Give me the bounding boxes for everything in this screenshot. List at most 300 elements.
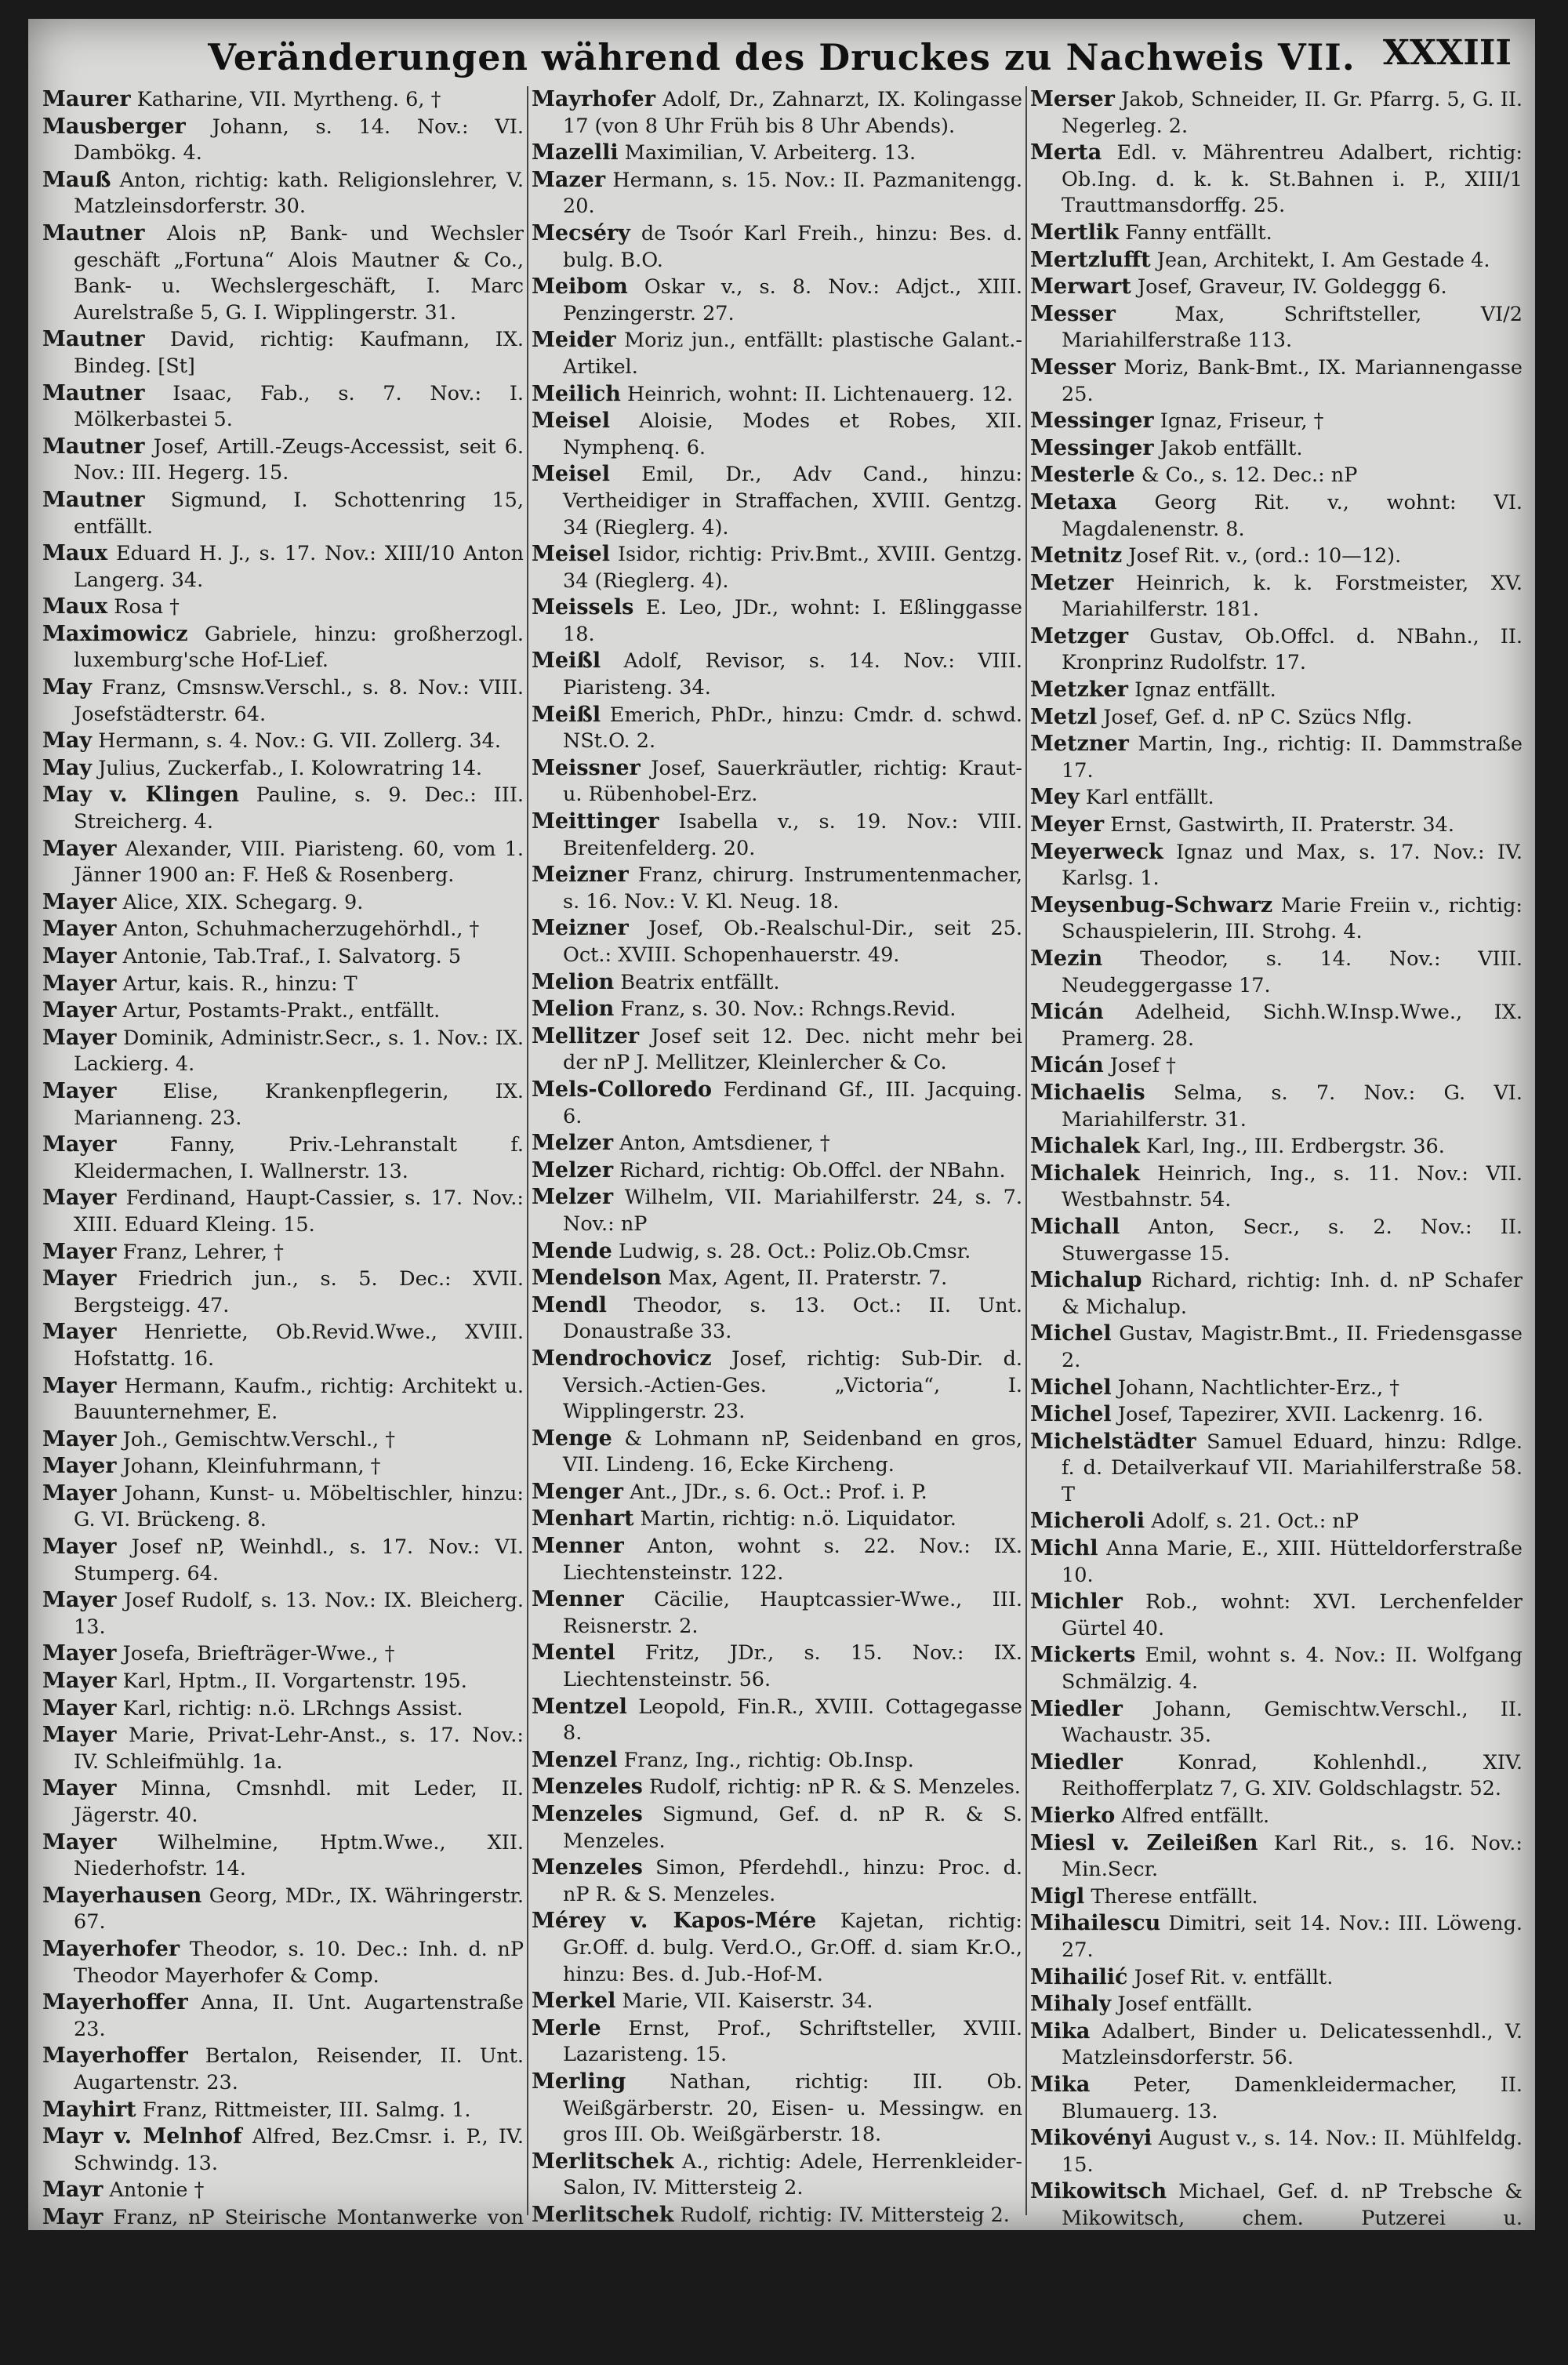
entry-details: Fritz, JDr., s. 15. Nov.: IX. Liechtensteinstr. 56. (563, 1641, 1022, 1692)
entry-details: Ignaz entfällt. (1134, 678, 1276, 703)
entry-surname: Meider (532, 328, 616, 353)
entry-surname: Mayer (42, 1723, 117, 1748)
directory-entry (1030, 1375, 1523, 1402)
directory-entry (1030, 570, 1523, 623)
entry-details: Sigmund, I. Schottenring 15, entfällt. (74, 488, 524, 539)
entry-surname: Mendelson (532, 1266, 662, 1291)
entry-surname: Mayr v. Melnhof (42, 2124, 242, 2149)
entry-surname: Mazer (532, 167, 606, 192)
entry-surname: Mentel (532, 1640, 615, 1666)
directory-entry (42, 621, 524, 674)
entry-surname: Mika (1030, 2072, 1091, 2097)
directory-entry (532, 2229, 1022, 2283)
directory-entry (532, 1426, 1022, 1479)
entry-surname: Mayer (42, 1078, 117, 1103)
entry-details: Pauline, s. 9. Dec.: III. Streicherg. 4. (74, 783, 524, 834)
entry-details: A., richtig: Adele, Herrenkleider-Salon, IV. Mittersteig 2. (563, 2149, 1022, 2200)
directory-entry (532, 1184, 1022, 1237)
entry-surname: Michel (1030, 1402, 1112, 1427)
entry-surname: Mentzel (532, 1694, 627, 1719)
directory-entry (1030, 812, 1523, 839)
entry-details: Martin, richtig: n.ö. Liquidator. (640, 1507, 956, 1531)
entry-surname: Mayer (42, 1480, 117, 1506)
directory-entry (532, 327, 1022, 380)
entry-surname: Micheroli (1030, 1509, 1145, 1534)
entry-surname: Mautner (42, 434, 145, 459)
entry-details: Alexander, VIII. Piaristeng. 60, vom 1. Jänner 1900 an: F. Heß & Rosenberg. (74, 837, 524, 888)
directory-entry (42, 540, 524, 594)
entry-surname: Merle (532, 2015, 601, 2040)
entry-details: Franz, Rittmeister, III. Salmg. 1. (142, 2098, 471, 2122)
page-title: Veränderungen während des Druckes zu Nachweis VII. (208, 36, 1356, 78)
entry-details: Rudolf, richtig: IV. Mittersteig 2. (680, 2203, 1010, 2227)
directory-entry (1030, 86, 1523, 140)
entry-details: & Co., s. 12. Dec.: nP (1141, 463, 1358, 488)
entry-details: Alfred entfällt. (1121, 1804, 1270, 1828)
directory-entry (42, 2285, 524, 2338)
entry-details: Fanny entfällt. (1125, 220, 1272, 245)
entry-surname: Merkel (532, 1989, 616, 2014)
directory-entry (42, 971, 524, 998)
entry-surname: Mayer (42, 1373, 117, 1398)
entry-surname: May (42, 675, 93, 700)
entry-details: Therese entfällt. (1091, 1884, 1258, 1909)
entry-surname: Menger (532, 1479, 623, 1504)
entry-details: Franz, Ing., richtig: Ob.Insp. (623, 1748, 914, 1772)
entry-details: Cäcilie, Hauptcassier-Wwe., III. Reisnerstr. 2. (563, 1588, 1022, 1638)
entry-surname: Meisel (532, 542, 610, 567)
entry-surname: Mayer (42, 1776, 117, 1801)
directory-entry (1030, 1964, 1523, 1992)
entry-details: Josef, Ob.-Realschul-Dir., seit 25. Oct.: XVIII. Schopenhauerstr. 49. (563, 917, 1022, 967)
entry-surname: Mellitzer (532, 1023, 640, 1048)
entry-surname: Menge (532, 1426, 612, 1451)
entry-surname: Metnitz (1030, 543, 1123, 569)
directory-entry (1030, 704, 1523, 732)
entry-surname: Merser (1030, 87, 1115, 111)
entry-details: Sigmund, Gef. d. nP R. & S. Menzeles. (563, 1803, 1022, 1853)
entry-surname: Meyer (1030, 812, 1105, 837)
directory-entry (532, 862, 1022, 915)
directory-entry (532, 86, 1022, 140)
entry-surname: Meyerweck (1030, 839, 1163, 864)
entry-details: Ignaz, Friseur, † (1160, 409, 1324, 434)
directory-entry (1030, 408, 1523, 435)
entry-surname: Mautner (42, 380, 145, 405)
entry-surname: Mausberger (42, 114, 186, 139)
directory-entry (1030, 220, 1523, 247)
directory-entry (42, 380, 524, 434)
directory-entry (42, 1453, 524, 1480)
entry-surname: May (42, 728, 93, 754)
directory-entry (42, 594, 524, 621)
entry-details: Rosa † (114, 595, 180, 619)
entry-surname: Mayer (42, 1239, 117, 1264)
entry-surname: Mezin (1030, 946, 1103, 971)
entry-surname: Mayerhausen (42, 1883, 202, 1908)
entry-details: Selma, s. 7. Nov.: G. VI. Mariahilferstr. 31. (1062, 1081, 1523, 1132)
directory-entry (532, 969, 1022, 997)
entry-surname: Mayrhofer (532, 87, 655, 111)
entry-surname: Mautner (42, 220, 145, 245)
entry-surname: Mihaly (1030, 1992, 1112, 2017)
entry-details: Josef Rudolf, s. 13. Nov.: IX. Bleicherg. 13. (74, 1589, 524, 1639)
directory-entry (42, 728, 524, 755)
entry-details: Artur, Postamts-Prakt., entfällt. (122, 999, 441, 1023)
directory-entry (42, 1534, 524, 1587)
entry-details: Moriz, Bank-Bmt., IX. Mariannengasse 25. (1062, 355, 1523, 406)
entry-details: Dimitri, seit 14. Nov.: III. Löweng. 27. (1062, 1912, 1523, 1962)
entry-surname: May v. Klingen (42, 783, 239, 808)
entry-details: Michael, Gef. d. nP Trebsche & Mikowitsch, chem. Putzerei u. Schönfärberei, II. Mathildenplatz 7. (1062, 2180, 1523, 2257)
entry-details: Franz, Cmsnsw.Verschl., s. 8. Nov.: VIII. Josefstädterstr. 64. (74, 676, 524, 726)
directory-entry (532, 381, 1022, 409)
entry-details: Konrad, Kohlenhdl., XIV. Reithofferplatz 7, G. XIV. Goldschlagstr. 52. (1062, 1750, 1523, 1801)
entry-details: Franz, Lehrer, † (122, 1240, 284, 1264)
entry-surname: Maux (42, 594, 108, 619)
entry-surname: Mauß (42, 167, 111, 192)
entry-surname: Mertzlufft (1030, 247, 1151, 272)
directory-entry (42, 2097, 524, 2124)
directory-entry (42, 1722, 524, 1775)
entry-details: Heinrich, k. k. Forstmeister, XV. Mariahilferstr. 181. (1062, 571, 1523, 622)
directory-entry (42, 755, 524, 783)
directory-entry (532, 648, 1022, 701)
directory-entry (1030, 2072, 1523, 2125)
directory-entry (532, 2015, 1022, 2069)
entry-surname: Messinger (1030, 409, 1154, 434)
entry-surname: Mayer (42, 1535, 117, 1560)
entry-surname: Mayer (42, 1695, 117, 1720)
entry-details: Wilhelmine, Hptm.Wwe., XII. Niederhofstr. 14. (74, 1830, 524, 1881)
column-divider (1025, 86, 1027, 2215)
entry-surname: Migl (1030, 1884, 1085, 1909)
page-number: XXXIII (1382, 33, 1512, 73)
directory-entry (1030, 435, 1523, 463)
directory-entry (1030, 1401, 1523, 1429)
entry-details: Hermann, s. 15. Nov.: II. Pazmanitengg. 20. (563, 168, 1023, 219)
entry-surname: Mels-Colloredo (532, 1077, 713, 1102)
directory-entry (532, 1774, 1022, 1801)
entry-surname: Mayr (42, 2178, 103, 2203)
entry-details: Anton, Schuhmacherzugehörhdl., † (122, 917, 480, 942)
directory-entry (1030, 140, 1523, 220)
entry-details: Ernst, Gastwirth, II. Praterstr. 34. (1110, 813, 1454, 837)
entry-surname: Meysenbug-Schwarz (1030, 892, 1273, 917)
entry-surname: Merta (1030, 140, 1102, 165)
directory-entry (532, 1694, 1022, 1747)
entry-details: Marie, VII. Kaiserstr. 34. (622, 1989, 873, 2014)
entry-details: Ludwig, s. 28. Oct.: Poliz.Ob.Cmsr. (618, 1239, 971, 1263)
entry-details: Hermann, s. 4. Nov.: G. VII. Zollerg. 34. (98, 729, 501, 754)
directory-entry (1030, 1749, 1523, 1803)
entry-details: Theodor, s. 14. Nov.: VIII. Neudeggergasse 17. (1062, 947, 1523, 997)
entry-details: Ant., JDr., s. 6. Oct.: Prof. i. P. (630, 1480, 927, 1504)
entry-details: Ferdinand Gf., III. Jacquing. 6. (563, 1077, 1022, 1128)
entry-details: Richard, richtig: Inh. d. nP Schafer & Michalup. (1062, 1269, 1523, 1319)
entry-details: Elise, Krankenpflegerin, IX. Marianneng. 23. (74, 1079, 524, 1130)
entry-surname: Mautner (42, 327, 145, 352)
entry-details: Wilhelm, VII. Mariahilferstr. 24, s. 7. Nov.: nP (563, 1186, 1022, 1236)
directory-entry (1030, 1161, 1523, 1214)
directory-entry (1030, 1052, 1523, 1080)
directory-entry (532, 1130, 1022, 1157)
entry-surname: Mayer (42, 917, 117, 942)
entry-details: Josef, Artill.-Zeugs-Accessist, seit 6. Nov.: III. Hegerg. 15. (74, 434, 524, 485)
entry-details: Rudolf, richtig: nP R. & S. Menzeles. (648, 1775, 1021, 1800)
page-header (28, 30, 1535, 85)
entry-details: Adolf, s. 21. Oct.: nP (1151, 1509, 1359, 1534)
entry-details: Richard, richtig: Ob.Offcl. der NBahn. (619, 1158, 1006, 1182)
entry-details: Karoline Edl. v., s. 29. Nov.: IV. Brahmsplatz 5. (1062, 2313, 1523, 2363)
directory-entry (1030, 1535, 1523, 1589)
entry-details: Franz, chirurg. Instrumentenmacher, s. 16. Nov.: V. Kl. Neug. 18. (563, 863, 1022, 914)
directory-entry (42, 782, 524, 835)
entry-details: Johann, s. 14. Nov.: VI. Dambökg. 4. (74, 114, 524, 165)
entry-details: Max, Schriftsteller, VI/2 Mariahilferstraße 113. (1062, 302, 1523, 353)
entry-surname: Mayer (42, 889, 117, 914)
entry-surname: Miedler (1030, 1696, 1123, 1721)
directory-entry (42, 1239, 524, 1266)
entry-surname: Mayerhofer (42, 1936, 180, 1961)
directory-entry (42, 1078, 524, 1132)
entry-surname: Meissner (532, 755, 641, 780)
directory-entry (532, 1988, 1022, 2015)
entry-surname: Messer (1030, 354, 1116, 380)
entry-surname: Michler (1030, 1589, 1123, 1615)
entry-details: Isidor, richtig: Priv.Bmt., XVIII. Gentzg. 34 (Rieglerg. 4). (563, 543, 1022, 593)
column-1 (42, 86, 524, 2337)
directory-entry (42, 2177, 524, 2204)
directory-entry (42, 916, 524, 943)
entry-surname: Mecséry (532, 220, 630, 245)
entry-details: Johann, Kleinfuhrmann, † (122, 1455, 381, 1479)
entry-surname: Meibom (532, 274, 628, 300)
directory-entry (532, 2149, 1022, 2202)
entry-details: Karl entfällt. (1085, 786, 1214, 810)
directory-entry (1030, 1133, 1523, 1161)
directory-entry (42, 1668, 524, 1695)
directory-entry (532, 1238, 1022, 1266)
entry-details: Josef, richtig: Sub-Dir. d. Versich.-Actien-Ges. „Victoria“, I. Wipplingerstr. 23. (563, 1346, 1022, 1424)
entry-surname: Michall (1030, 1214, 1120, 1239)
entry-details: Anna Marie, E., XIII. Hütteldorferstraße 10. (1062, 1537, 1523, 1587)
directory-entry (532, 1533, 1022, 1586)
entry-surname: Michel (1030, 1321, 1112, 1346)
directory-page (28, 19, 1535, 2363)
entry-details: Nathan, richtig: III. Ob. Weißgärberstr. 20, Eisen- u. Messingw. en gros III. Ob. Weißgärberstr. 18. (563, 2069, 1022, 2147)
entry-details: Josef nP, Weinhdl., s. 17. Nov.: VI. Stumperg. 64. (74, 1535, 524, 1586)
entry-details: Karl Rit., s. 16. Nov.: Min.Secr. (1062, 1831, 1523, 1882)
entry-details: Minna, Cmsnhdl. mit Leder, II. Jägerstr. 40. (74, 1777, 524, 1827)
entry-surname: Merlitschek (532, 2202, 674, 2227)
entry-surname: Mayer (42, 1588, 117, 1613)
directory-entry (532, 755, 1022, 808)
directory-entry (42, 943, 524, 971)
directory-entry (532, 915, 1022, 968)
entry-details: Artur, kais. R., hinzu: T (122, 972, 358, 996)
directory-entry (42, 1319, 524, 1372)
directory-entry (532, 808, 1022, 862)
entry-details: Edl. v. Mährentreu Adalbert, richtig: Ob.Ing. d. k. k. St.Bahnen i. P., XIII/1 Trauttmansdorffg. 25. (1062, 141, 1523, 218)
entry-details: Gustav, Ob.Offcl. d. NBahn., II. Kronprinz Rudolfstr. 17. (1062, 624, 1523, 675)
entry-surname: Metzker (1030, 678, 1128, 703)
directory-entry (42, 1426, 524, 1454)
directory-entry (1030, 839, 1523, 892)
entry-surname: Merlitschek (532, 2149, 674, 2174)
directory-entry (42, 1640, 524, 1668)
directory-entry (42, 2043, 524, 2096)
entry-details: Aloisie, Modes et Robes, XII. Nymphenq. 6. (563, 409, 1022, 460)
entry-surname: May (42, 755, 93, 780)
directory-entry (1030, 301, 1523, 354)
entry-surname: Michalek (1030, 1134, 1140, 1159)
directory-entry (532, 2069, 1022, 2149)
entry-surname: Melion (532, 997, 615, 1022)
directory-entry (1030, 1080, 1523, 1133)
entry-details: August v., s. 14. Nov.: II. Mühlfeldg. 15. (1062, 2127, 1523, 2177)
column-3 (1030, 86, 1523, 2363)
directory-entry (1030, 731, 1523, 784)
directory-entry (1030, 623, 1523, 677)
entry-details: Georg, MDr., IX. Währingerstr. 67. (74, 1884, 524, 1935)
entry-surname: Mayr (42, 2204, 103, 2229)
directory-entry (532, 1077, 1022, 1130)
directory-entry (1030, 1803, 1523, 1830)
entry-surname: Mayerhoffer (42, 1990, 188, 2015)
entry-surname: Menzeles (532, 1775, 643, 1800)
entry-details: Max, Agent, II. Praterstr. 7. (667, 1266, 948, 1291)
entry-surname: Mikowitsch (1030, 2179, 1167, 2204)
directory-entry (1030, 2178, 1523, 2258)
entry-details: Moriz jun., entfällt: plastische Galant.-Artikel. (563, 329, 1022, 379)
entry-surname: Metzner (1030, 732, 1129, 757)
entry-surname: Mayer (42, 1669, 117, 1694)
directory-entry (42, 1989, 524, 2043)
entry-surname: Mayer (42, 1454, 117, 1479)
entry-details: Adolf, Dr., Zahnarzt, IX. Kolingasse 17 (von 8 Uhr Früh bis 8 Uhr Abends). (563, 88, 1023, 138)
entry-details: & Lohmann nP, Seidenband en gros, VII. Lindeng. 16, Ecke Kircheng. (563, 1426, 1022, 1477)
entry-details: Josef, Sauerkräutler, richtig: Kraut- u. Rübenhobel-Erz. (563, 756, 1022, 807)
entry-surname: Maux (42, 541, 108, 566)
entry-surname: Mertlik (1030, 220, 1119, 245)
entry-surname: Metzer (1030, 570, 1114, 595)
entry-details: Gustav, I. Wallnerstr. 1A, Proc. d. nP Toth & Auner. (1062, 2260, 1523, 2310)
directory-entry (42, 1883, 524, 1936)
entry-surname: Mayr (42, 2285, 103, 2310)
entry-details: Josef Rit. v., (ord.: 10—12). (1128, 544, 1402, 569)
directory-entry (532, 1265, 1022, 1292)
entry-details: Friedrich jun., s. 5. Dec.: XVII. Bergsteigg. 47. (74, 1267, 524, 1317)
entry-surname: Mazelli (532, 140, 619, 165)
directory-entry (532, 1855, 1022, 1908)
entry-surname: Mickerts (1030, 1643, 1136, 1668)
entry-details: Anna, II. Unt. Augartenstraße 23. (74, 1991, 524, 2041)
entry-details: Josef entfällt. (1117, 1993, 1253, 2017)
directory-entry (1030, 1508, 1523, 1535)
directory-entry (1030, 1696, 1523, 1749)
entry-details: Johann, Nachtlichter-Erz., † (1117, 1375, 1399, 1400)
directory-entry (532, 140, 1022, 167)
entry-surname: Michel (1030, 1375, 1112, 1400)
entry-surname: Miksch (1030, 2259, 1117, 2284)
directory-entry (1030, 677, 1523, 704)
entry-surname: Michelstädter (1030, 1429, 1196, 1454)
directory-entry (42, 1185, 524, 1238)
entry-surname: Metzger (1030, 623, 1129, 648)
entry-surname: Maurer (42, 87, 131, 111)
entry-surname: Mihailescu (1030, 1911, 1161, 1936)
entry-details: Anton, wohnt s. 22. Nov.: IX. Liechtensteinstr. 122. (563, 1535, 1022, 1585)
directory-entry (42, 1936, 524, 1989)
entry-details: Dominik, Administr.Secr., s. 1. Nov.: IX. Lackierg. 4. (74, 1026, 524, 1077)
entry-surname: Mika (1030, 2018, 1091, 2043)
entry-details: Jakob, Schneider, II. Gr. Pfarrg. 5, G. II. Negerleg. 2. (1062, 88, 1523, 138)
directory-entry (42, 114, 524, 167)
directory-entry (532, 541, 1022, 594)
directory-entry (1030, 247, 1523, 274)
entry-surname: Mendl (532, 1292, 607, 1317)
directory-entry (1030, 462, 1523, 489)
directory-entry (1030, 2125, 1523, 2178)
directory-entry (532, 220, 1022, 274)
entry-surname: Micán (1030, 1053, 1104, 1078)
directory-entry (42, 434, 524, 487)
entry-details: Hermann, Kaufm., richtig: Architekt u. Bauunternehmer, E. (74, 1374, 524, 1425)
entry-details: Oskar v., s. 8. Nov.: Adjct., XIII. Penzingerstr. 27. (563, 275, 1022, 325)
entry-surname: Meißl (532, 702, 601, 727)
directory-entry (1030, 1321, 1523, 1374)
entry-details: Georg Rit. v., wohnt: VI. Magdalenenstr. 8. (1062, 490, 1523, 541)
entry-surname: Mayer (42, 944, 117, 968)
column-divider (527, 86, 528, 2215)
directory-entry (42, 2123, 524, 2177)
directory-entry (1030, 2018, 1523, 2072)
entry-details: Alois nP, Bank- und Wechsler geschäft „Fortuna“ Alois Mautner & Co., Bank- u. Wechslergeschäft, I. Marc Aurelstraße 5, G. I. Wipplingerstr. 31. (74, 221, 524, 325)
entry-surname: Mayer (42, 971, 117, 996)
directory-entry (1030, 784, 1523, 812)
entry-details: Karl, Hptm., II. Vorgartenstr. 195. (122, 1669, 467, 1694)
entry-surname: Mayer (42, 1266, 117, 1291)
directory-entry (532, 1801, 1022, 1855)
directory-entry (1030, 892, 1523, 946)
entry-surname: Michl (1030, 1536, 1098, 1561)
entry-details: E. Leo, JDr., wohnt: I. Eßlinggasse 18. (563, 596, 1022, 646)
directory-entry (532, 461, 1022, 541)
entry-surname: Mikuli (1030, 2312, 1108, 2338)
entry-surname: Mayr (42, 2258, 103, 2283)
directory-entry (532, 1908, 1022, 1988)
entry-details: Ignaz und Max, s. 17. Nov.: IV. Karlsg. 1. (1062, 840, 1523, 891)
entry-details: Josef † (1109, 1054, 1176, 1078)
entry-surname: Mayer (42, 1025, 117, 1050)
entry-surname: Menzeles (532, 1855, 643, 1880)
entry-surname: Mayer (42, 1132, 117, 1157)
entry-details: Beatrix entfällt. (620, 970, 780, 994)
entry-details: Karl, richtig: n.ö. LRchngs Assist. (122, 1696, 463, 1720)
entry-surname: Meisel (532, 462, 610, 487)
entry-surname: Melzer (532, 1157, 614, 1182)
entry-details: Josef seit 12. Dec. nicht mehr bei der nP J. Mellitzer, Kleinlercher & Co. (563, 1024, 1022, 1075)
entry-surname: Mayer (42, 1426, 117, 1451)
directory-entry (1030, 354, 1523, 408)
entry-surname: Mayer (42, 1320, 117, 1345)
entry-details: Josef, Graveur, IV. Goldeggg 6. (1137, 275, 1447, 300)
directory-entry (1030, 1589, 1523, 1642)
entry-details: Adelheid, Sichh.W.Insp.Wwe., IX. Pramerg. 28. (1062, 1001, 1523, 1051)
entry-surname: Micán (1030, 1000, 1104, 1025)
entry-details: Eduard H. J., s. 17. Nov.: XIII/10 Anton Langerg. 34. (74, 542, 524, 592)
